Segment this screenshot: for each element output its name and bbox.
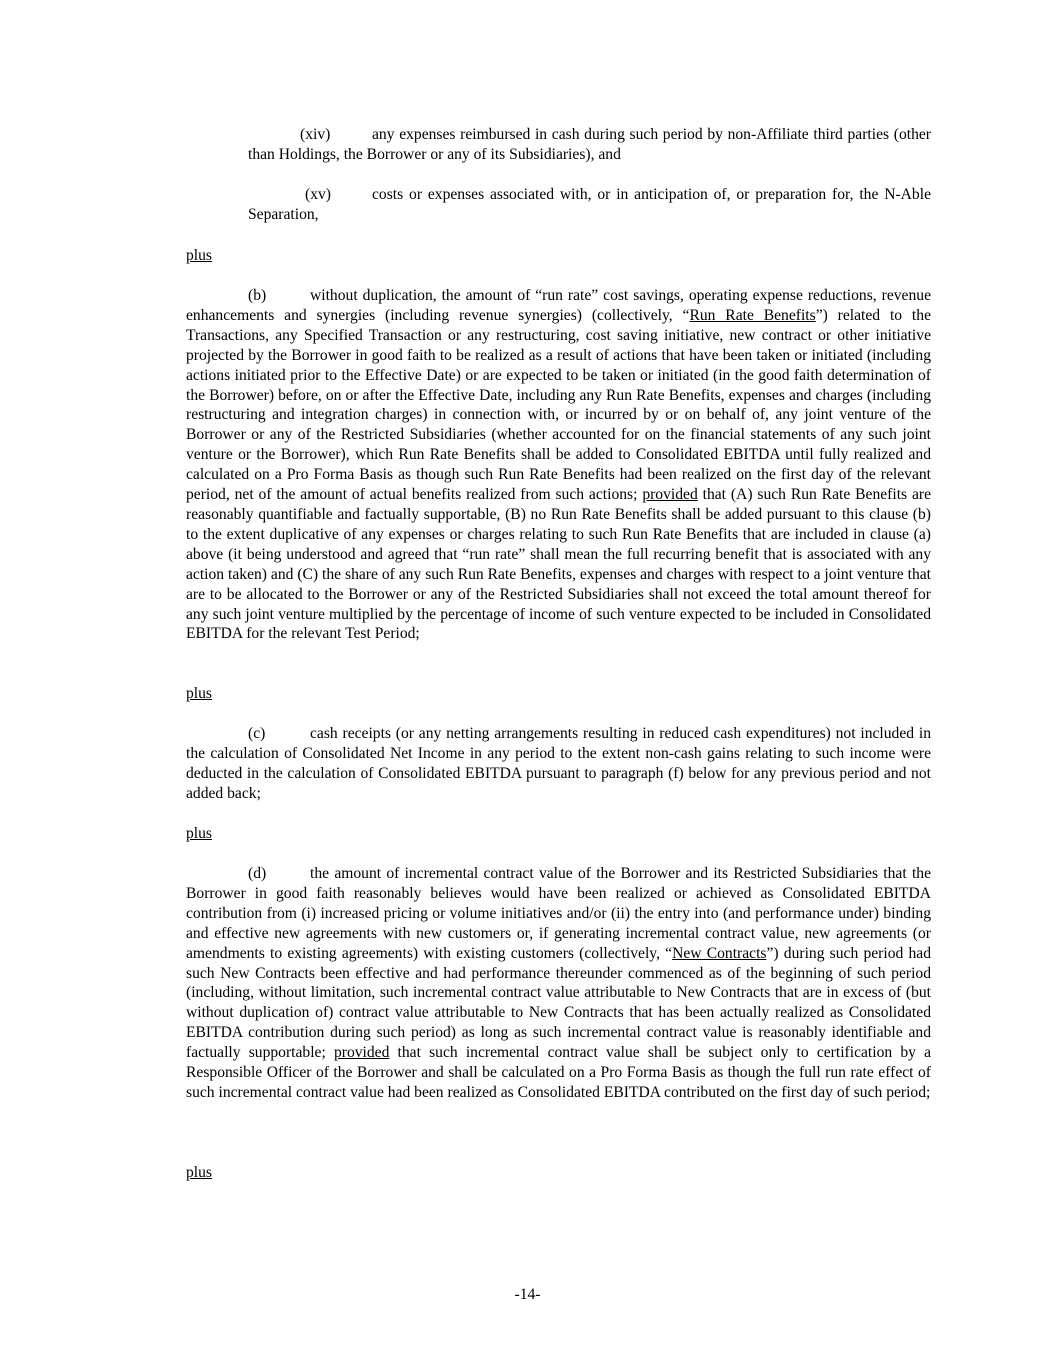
clause-xv-number: (xv) (305, 186, 331, 203)
clause-d-text-2: ”) during such period had such New Contracts been effective and had performance thereunder commenced as of the beginning of such period (including, without limitation, such incremental contract value attributable to New Contracts that are in excess of (but without duplication of) contract value attributable to New Contracts that has been actually realized as Consolidated EBITDA contribution during such period) as long as such incremental contract value is reasonably identifiable and factually supportable; (186, 944, 931, 1062)
clause-c (186, 724, 931, 804)
page-number: -14- (514, 1286, 541, 1303)
plus-connector-3: plus (186, 825, 212, 842)
clause-xiv-number: (xiv) (300, 126, 331, 143)
clause-d-number: (d) (248, 865, 267, 882)
clause-xv (248, 185, 931, 225)
plus-connector-4: plus (186, 1164, 212, 1181)
clause-xiv (248, 125, 931, 165)
clause-d-text-3: that such incremental contract value shall be subject only to certification by a Responsible Officer of the Borrower and shall be calculated on a Pro Forma Basis as though the full run rate effect of such incremental contract value had been realized as Consolidated EBITDA contributed on the first day of such period; (186, 1044, 931, 1101)
clause-d (186, 864, 931, 1103)
clause-d-text-1: the amount of incremental contract value of the Borrower and its Restricted Subsidiaries that the Borrower in good faith reasonably believes would have been realized or achieved as Consolidated EBITDA contribution from (i) increased pricing or volume initiatives and/or (ii) the entry into (and performance under) binding and effective new agreements with new customers or, if generating incremental contract value, new agreements (or amendments to existing agreements) with existing customers (collectively, “ (186, 865, 931, 962)
plus-connector-2: plus (186, 685, 212, 702)
clause-c-number: (c) (248, 725, 266, 742)
provided-term: provided (642, 486, 698, 504)
defined-term-run-rate-benefits: Run Rate Benefits (689, 306, 816, 324)
defined-term-new-contracts: New Contracts (672, 944, 767, 962)
clause-xiv-text: any expenses reimbursed in cash during such period by non-Affiliate third parties (other than Holdings, the Borrower or any of its Subsidiaries), and (248, 126, 931, 163)
clause-b (186, 286, 931, 644)
clause-b-number: (b) (248, 287, 267, 304)
clause-b-text-3: that (A) such Run Rate Benefits are reasonably quantifiable and factually supportable, (B) no Run Rate Benefits shall be added pursuant to this clause (b) to the extent duplicative of any expenses or charges relating to such Run Rate Benefits that are included in clause (a) above (it being understood and agreed that “run rate” shall mean the full recurring benefit that is associated with any action taken) and (C) the share of any such Run Rate Benefits, expenses and charges with respect to a joint venture that are to be allocated to the Borrower or any of the Restricted Subsidiaries shall not exceed the total amount thereof for any such joint venture multiplied by the percentage of income of such venture expected to be included in Consolidated EBITDA for the relevant Test Period; (186, 486, 931, 643)
plus-connector-1: plus (186, 247, 212, 264)
clause-b-text-1: without duplication, the amount of “run rate” cost savings, operating expense reductions, revenue enhancements and synergies (including revenue synergies) (collectively, “ (186, 287, 931, 324)
clause-b-text-2: ”) related to the Transactions, any Specified Transaction or any restructuring, cost saving initiative, new contract or other initiative projected by the Borrower in good faith to be realized as a result of actions that have been taken or initiated (including actions initiated prior to the Effective Date) or are expected to be taken or initiated (in the good faith determination of the Borrower) before, on or after the Effective Date, including any Run Rate Benefits, expenses and charges (including restructuring and integration charges) in connection with, or incurred by or on behalf of, any joint venture of the Borrower or any of the Restricted Subsidiaries (whether accounted for on the financial statements of any such joint venture or the Borrower), which Run Rate Benefits shall be added to Consolidated EBITDA until fully realized and calculated on a Pro Forma Basis as though such Run Rate Benefits had been realized on the first day of the relevant period, net of the amount of actual benefits realized from such actions; (186, 306, 931, 504)
clause-c-text: cash receipts (or any netting arrangements resulting in reduced cash expenditures) not included in the calculation of Consolidated Net Income in any period to the extent non-cash gains relating to such income were deducted in the calculation of Consolidated EBITDA pursuant to paragraph (f) below for any previous period and not added back; (186, 725, 931, 802)
clause-xv-text: costs or expenses associated with, or in anticipation of, or preparation for, the N-Able Separation, (248, 186, 931, 223)
provided-term: provided (333, 1044, 390, 1062)
